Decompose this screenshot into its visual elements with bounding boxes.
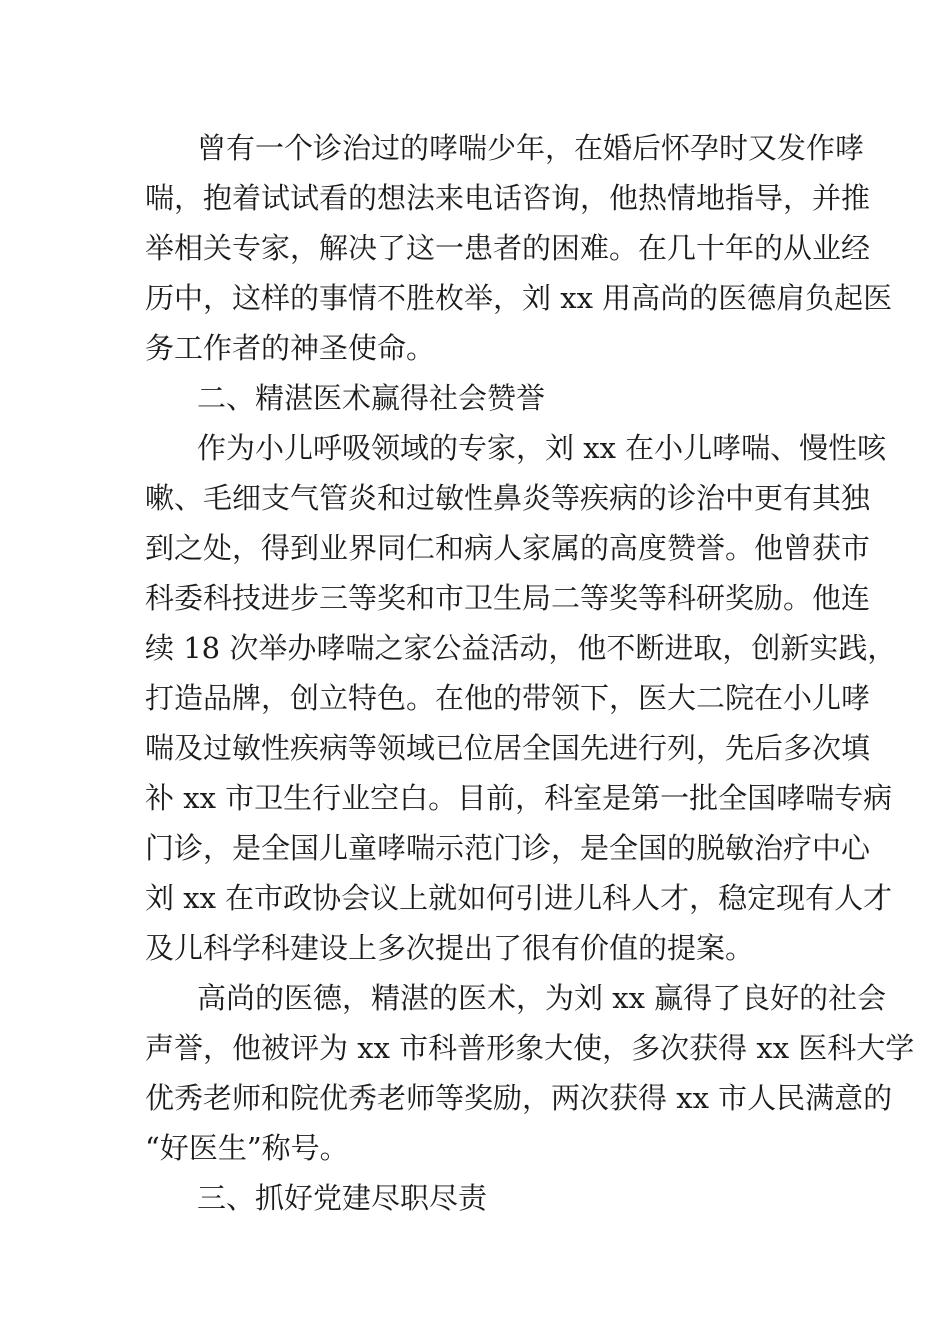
paragraph-3-line-1: 高尚的医德，精湛的医术，为刘 xx 赢得了良好的社会 <box>197 981 887 1015</box>
paragraph-2-line-11: 及儿科学科建设上多次提出了很有价值的提案。 <box>145 931 755 965</box>
section-heading-3: 三、抓好党建尽职尽责 <box>197 1181 488 1215</box>
paragraph-1-line-5: 务工作者的神圣使命。 <box>145 331 436 365</box>
paragraph-2-line-8: 补 xx 市卫生行业空白。目前，科室是第一批全国哮喘专病 <box>145 781 893 815</box>
paragraph-2-line-9: 门诊，是全国儿童哮喘示范门诊，是全国的脱敏治疗中心 <box>145 831 871 865</box>
paragraph-3-line-4: “好医生”称号。 <box>145 1131 349 1165</box>
paragraph-1-line-2: 喘，抱着试试看的想法来电话咨询，他热情地指导，并推 <box>145 181 871 215</box>
paragraph-2-line-6: 打造品牌，创立特色。在他的带领下，医大二院在小儿哮 <box>145 681 871 715</box>
paragraph-2-line-10: 刘 xx 在市政协会议上就如何引进儿科人才，稳定现有人才 <box>145 881 893 915</box>
paragraph-1-line-4: 历中，这样的事情不胜枚举，刘 xx 用高尚的医德肩负起医 <box>145 281 893 315</box>
paragraph-3-line-3: 优秀老师和院优秀老师等奖励，两次获得 xx 市人民满意的 <box>145 1081 893 1115</box>
paragraph-2-line-7: 喘及过敏性疾病等领域已位居全国先进行列，先后多次填 <box>145 731 871 765</box>
paragraph-2-line-3: 到之处，得到业界同仁和病人家属的高度赞誉。他曾获市 <box>145 531 871 565</box>
paragraph-2-line-1: 作为小儿呼吸领域的专家，刘 xx 在小儿哮喘、慢性咳 <box>197 431 887 465</box>
paragraph-3-line-2: 声誉，他被评为 xx 市科普形象大使，多次获得 xx 医科大学 <box>145 1031 915 1065</box>
paragraph-1-line-1: 曾有一个诊治过的哮喘少年，在婚后怀孕时又发作哮 <box>197 131 865 165</box>
paragraph-2-line-4: 科委科技进步三等奖和市卫生局二等奖等科研奖励。他连 <box>145 581 871 615</box>
paragraph-1-line-3: 举相关专家，解决了这一患者的困难。在几十年的从业经 <box>145 231 871 265</box>
paragraph-2-line-2: 嗽、毛细支气管炎和过敏性鼻炎等疾病的诊治中更有其独 <box>145 481 871 515</box>
section-heading-2: 二、精湛医术赢得社会赞誉 <box>197 381 546 415</box>
paragraph-2-line-5: 续 18 次举办哮喘之家公益活动，他不断进取，创新实践， <box>145 631 897 665</box>
